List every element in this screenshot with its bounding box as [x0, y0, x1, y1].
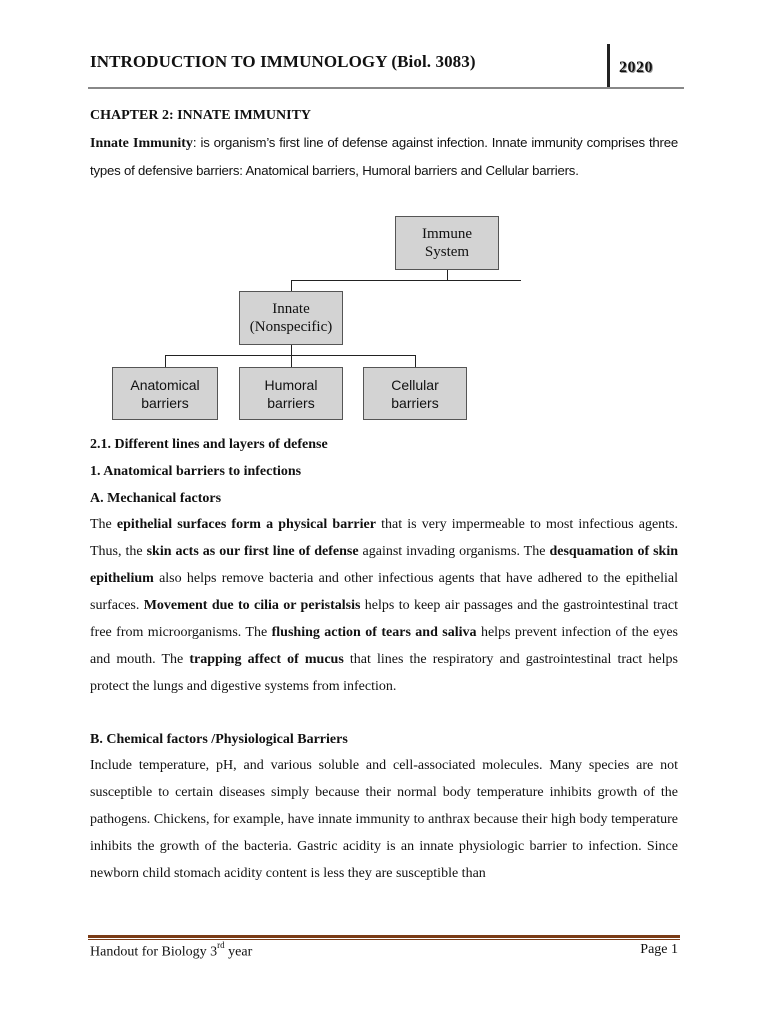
document-title: INTRODUCTION TO IMMUNOLOGY (Biol. 3083) [90, 52, 476, 71]
emphasis-text: trapping affect of mucus [189, 652, 344, 667]
connector [447, 270, 448, 280]
body-text: that is very impermeable to most infectious agents. Thus, the [90, 517, 679, 559]
body-text: The [90, 517, 117, 532]
body-text: helps prevent infection of the eyes and mouth. The [90, 625, 678, 667]
emphasis-text: desquamation of skin epithelium [90, 544, 678, 586]
mechanical-factors-heading: A. Mechanical factors [90, 491, 222, 506]
header-divider [607, 44, 610, 89]
node-immune-system: Immune System [395, 216, 499, 270]
connector [165, 355, 415, 356]
body-text: also helps remove bacteria and other infectious agents that have adhered to the epithelial surfaces. [90, 571, 678, 613]
connector [165, 355, 166, 367]
footer-course: Handout for Biology 3rd year [90, 940, 253, 960]
emphasis-text: Movement due to cilia or peristalsis [143, 598, 361, 613]
body-text: that lines the respiratory and gastrointestinal tract helps protect the lungs and digestive systems from infection. [90, 652, 678, 694]
chemical-factors-heading: B. Chemical factors /Physiological Barriers [90, 732, 348, 747]
connector [291, 280, 521, 281]
chemical-factors-paragraph: Include temperature, pH, and various soluble and cell-associated molecules. Many species are not susceptible to certain diseases simply because their normal body temperature inhibits growth of the pathogens. Chickens, for example, have innate immunity to anthrax because their high body temperature inhibits the growth of the bacteria. Gastric acidity is an innate physiologic barrier to infection. Since newborn child stomach acidity content is less they are susceptible than [90, 758, 678, 881]
header-year: 2020 [619, 59, 653, 76]
body-text: against invading organisms. The [358, 544, 550, 559]
connector [291, 355, 292, 367]
emphasis-text: epithelial surfaces form a physical barrier [116, 517, 376, 532]
page-number: Page 1 [640, 942, 678, 957]
subsection-heading: 1. Anatomical barriers to infections [90, 464, 302, 479]
section-heading: 2.1. Different lines and layers of defense [90, 437, 328, 452]
footer-rule-thin [88, 939, 680, 940]
emphasis-text: skin acts as our first line of defense [146, 544, 359, 559]
node-innate: Innate (Nonspecific) [239, 291, 343, 345]
body-text: helps to keep air passages and the gastrointestinal tract free from microorganisms. The [90, 598, 678, 640]
intro-paragraph [90, 129, 678, 184]
node-humoral-barriers: Humoral barriers [239, 367, 343, 420]
node-cellular-barriers: Cellular barriers [363, 367, 467, 420]
header-rule [88, 87, 684, 89]
connector [291, 280, 292, 291]
footer-rule [88, 935, 680, 938]
intro-term: Innate Immunity [90, 136, 193, 151]
connector [291, 345, 292, 355]
intro-text: : is organism’s first line of defense against infection. Innate immunity comprises three types of defensive barriers: Anatomical barriers, Humoral barriers and Cellular barriers. [90, 135, 679, 178]
emphasis-text: flushing action of tears and saliva [271, 625, 477, 640]
node-anatomical-barriers: Anatomical barriers [112, 367, 218, 420]
chapter-heading: CHAPTER 2: INNATE IMMUNITY [90, 108, 312, 123]
connector [415, 355, 416, 367]
mechanical-factors-paragraph [90, 511, 678, 700]
